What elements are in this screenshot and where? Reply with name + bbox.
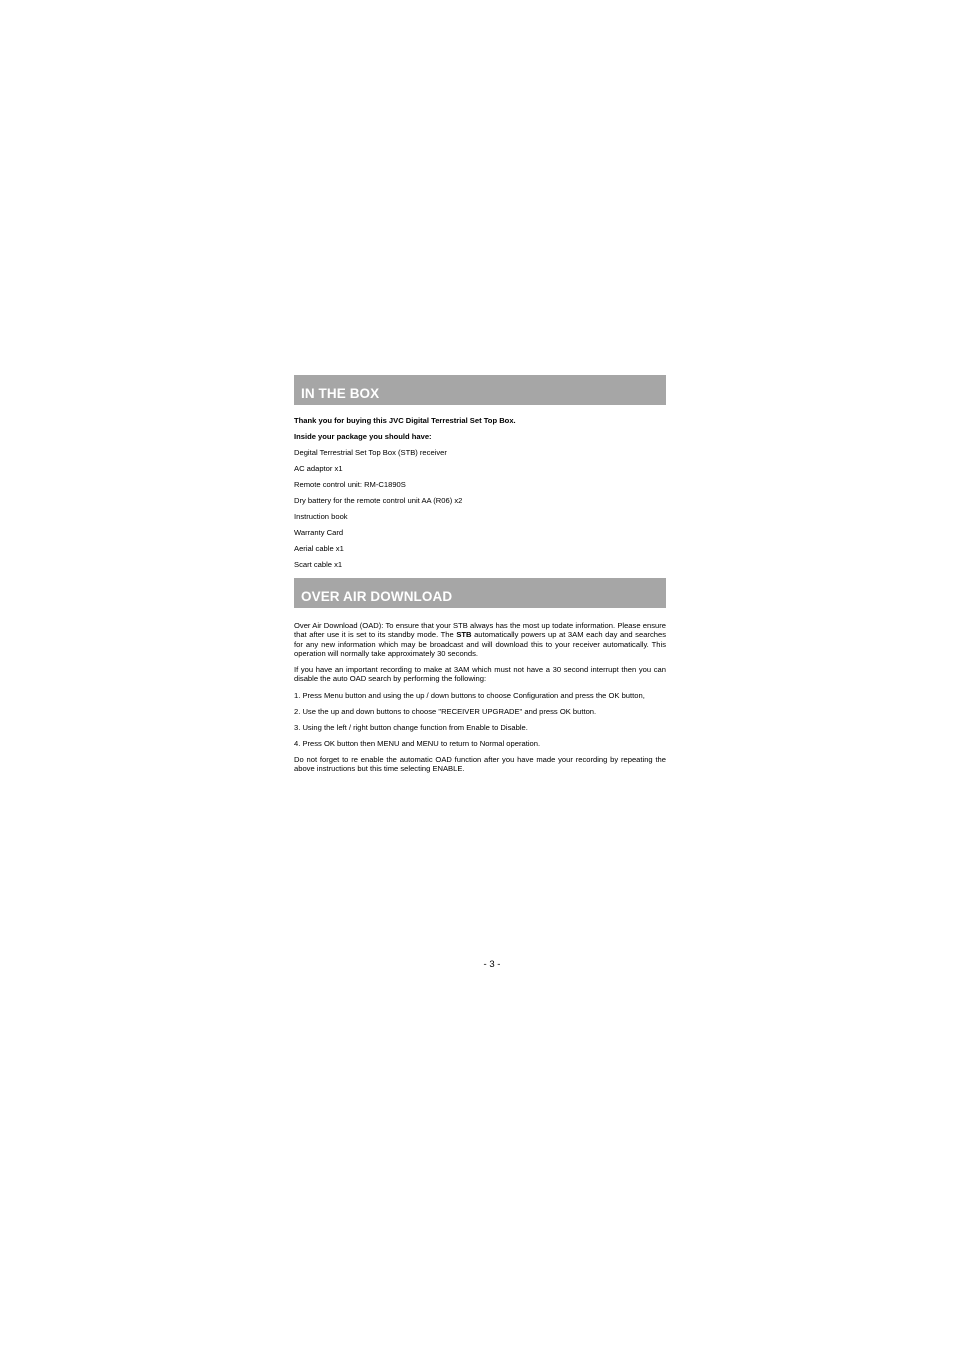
step-item: 1. Press Menu button and using the up / down buttons to choose Configuration and press the OK button, — [294, 690, 645, 700]
page-content — [294, 373, 666, 773]
step-item: 4. Press OK button then MENU and MENU to return to Normal operation. — [294, 738, 541, 748]
section-header-over-air-download — [294, 578, 666, 608]
list-item: Warranty Card — [294, 528, 344, 537]
list-item: Dry battery for the remote control unit AA (R06) x2 — [294, 496, 463, 505]
oad-intro-bold: STB — [456, 630, 472, 640]
list-item: Aerial cable x1 — [294, 544, 344, 553]
oad-intro-part2: automatically powers up at 3AM each day and searches for any new information which may be broadcast and will download this to your receiver automatically. This operation will normally take approximately 30 seconds. — [294, 630, 666, 658]
oad-reminder: Do not forget to re enable the automatic OAD function after you have made your recording by repeating the above instructions but this time selecting ENABLE. — [294, 754, 666, 774]
list-item: Remote control unit: RM-C1890S — [294, 480, 406, 489]
section-title-in-the-box: IN THE BOX — [301, 386, 380, 401]
list-item: Instruction book — [294, 512, 348, 521]
step-item: 3. Using the left / right button change function from Enable to Disable. — [294, 722, 528, 732]
oad-intro-part1: Over Air Download (OAD): To ensure that your STB always has the most up todate information. Please ensure that after use it is set to its standby mode. The — [294, 621, 666, 640]
step-item: 2. Use the up and down buttons to choose "RECEIVER UPGRADE" and press OK button. — [294, 706, 597, 716]
list-item: Degital Terrestrial Set Top Box (STB) receiver — [294, 448, 447, 457]
list-item: AC adaptor x1 — [294, 464, 343, 473]
section-header-in-the-box — [294, 375, 666, 405]
oad-intro-paragraph — [294, 621, 666, 658]
page-number: - 3 - — [483, 959, 501, 970]
package-intro-text: Inside your package you should have: — [294, 432, 432, 441]
section-title-over-air-download: OVER AIR DOWNLOAD — [301, 589, 453, 604]
oad-disable-note: If you have an important recording to make at 3AM which must not have a 30 second interrupt then you can disable the auto OAD search by performing the following: — [294, 665, 666, 684]
oad-steps — [294, 691, 666, 755]
list-item: Scart cable x1 — [294, 560, 343, 569]
in-the-box-content — [294, 416, 666, 576]
thanks-text: Thank you for buying this JVC Digital Terrestrial Set Top Box. — [294, 416, 516, 425]
